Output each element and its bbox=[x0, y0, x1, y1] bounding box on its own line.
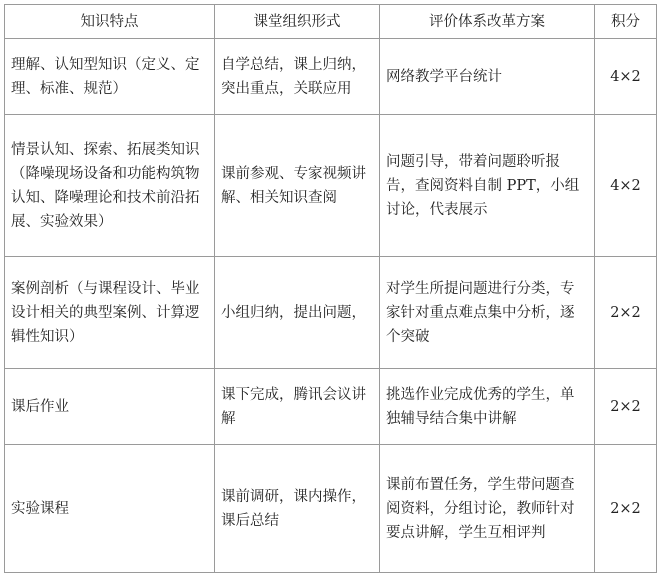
score-cell: 2×2 bbox=[595, 257, 657, 369]
score-cell: 4×2 bbox=[595, 39, 657, 115]
evaluation-cell: 网络教学平台统计 bbox=[380, 39, 595, 115]
table-row bbox=[5, 369, 657, 445]
organization-cell: 课下完成，腾讯会议讲解 bbox=[215, 369, 380, 445]
knowledge-cell: 课后作业 bbox=[5, 369, 215, 445]
evaluation-table bbox=[4, 4, 657, 573]
header-score: 积分 bbox=[595, 5, 657, 39]
evaluation-cell: 课前布置任务，学生带问题查阅资料，分组讨论，教师针对要点讲解，学生互相评判 bbox=[380, 445, 595, 573]
knowledge-cell: 案例剖析（与课程设计、毕业设计相关的典型案例、计算逻辑性知识） bbox=[5, 257, 215, 369]
evaluation-cell: 对学生所提问题进行分类，专家针对重点难点集中分析，逐个突破 bbox=[380, 257, 595, 369]
table-row bbox=[5, 115, 657, 257]
header-knowledge: 知识特点 bbox=[5, 5, 215, 39]
knowledge-cell: 情景认知、探索、拓展类知识（降噪现场设备和功能构筑物认知、降噪理论和技术前沿拓展、实验效果） bbox=[5, 115, 215, 257]
table-row bbox=[5, 445, 657, 573]
table-row bbox=[5, 257, 657, 369]
evaluation-cell: 问题引导，带着问题聆听报告，查阅资料自制 PPT，小组讨论，代表展示 bbox=[380, 115, 595, 257]
header-row bbox=[5, 5, 657, 39]
evaluation-cell: 挑选作业完成优秀的学生，单独辅导结合集中讲解 bbox=[380, 369, 595, 445]
knowledge-cell: 理解、认知型知识（定义、定理、标准、规范） bbox=[5, 39, 215, 115]
header-evaluation: 评价体系改革方案 bbox=[380, 5, 595, 39]
organization-cell: 课前调研，课内操作，课后总结 bbox=[215, 445, 380, 573]
knowledge-cell: 实验课程 bbox=[5, 445, 215, 573]
organization-cell: 课前参观、专家视频讲解、相关知识查阅 bbox=[215, 115, 380, 257]
score-cell: 2×2 bbox=[595, 369, 657, 445]
header-organization: 课堂组织形式 bbox=[215, 5, 380, 39]
score-cell: 2×2 bbox=[595, 445, 657, 573]
organization-cell: 自学总结，课上归纳，突出重点，关联应用 bbox=[215, 39, 380, 115]
score-cell: 4×2 bbox=[595, 115, 657, 257]
table-row bbox=[5, 39, 657, 115]
organization-cell: 小组归纳，提出问题， bbox=[215, 257, 380, 369]
